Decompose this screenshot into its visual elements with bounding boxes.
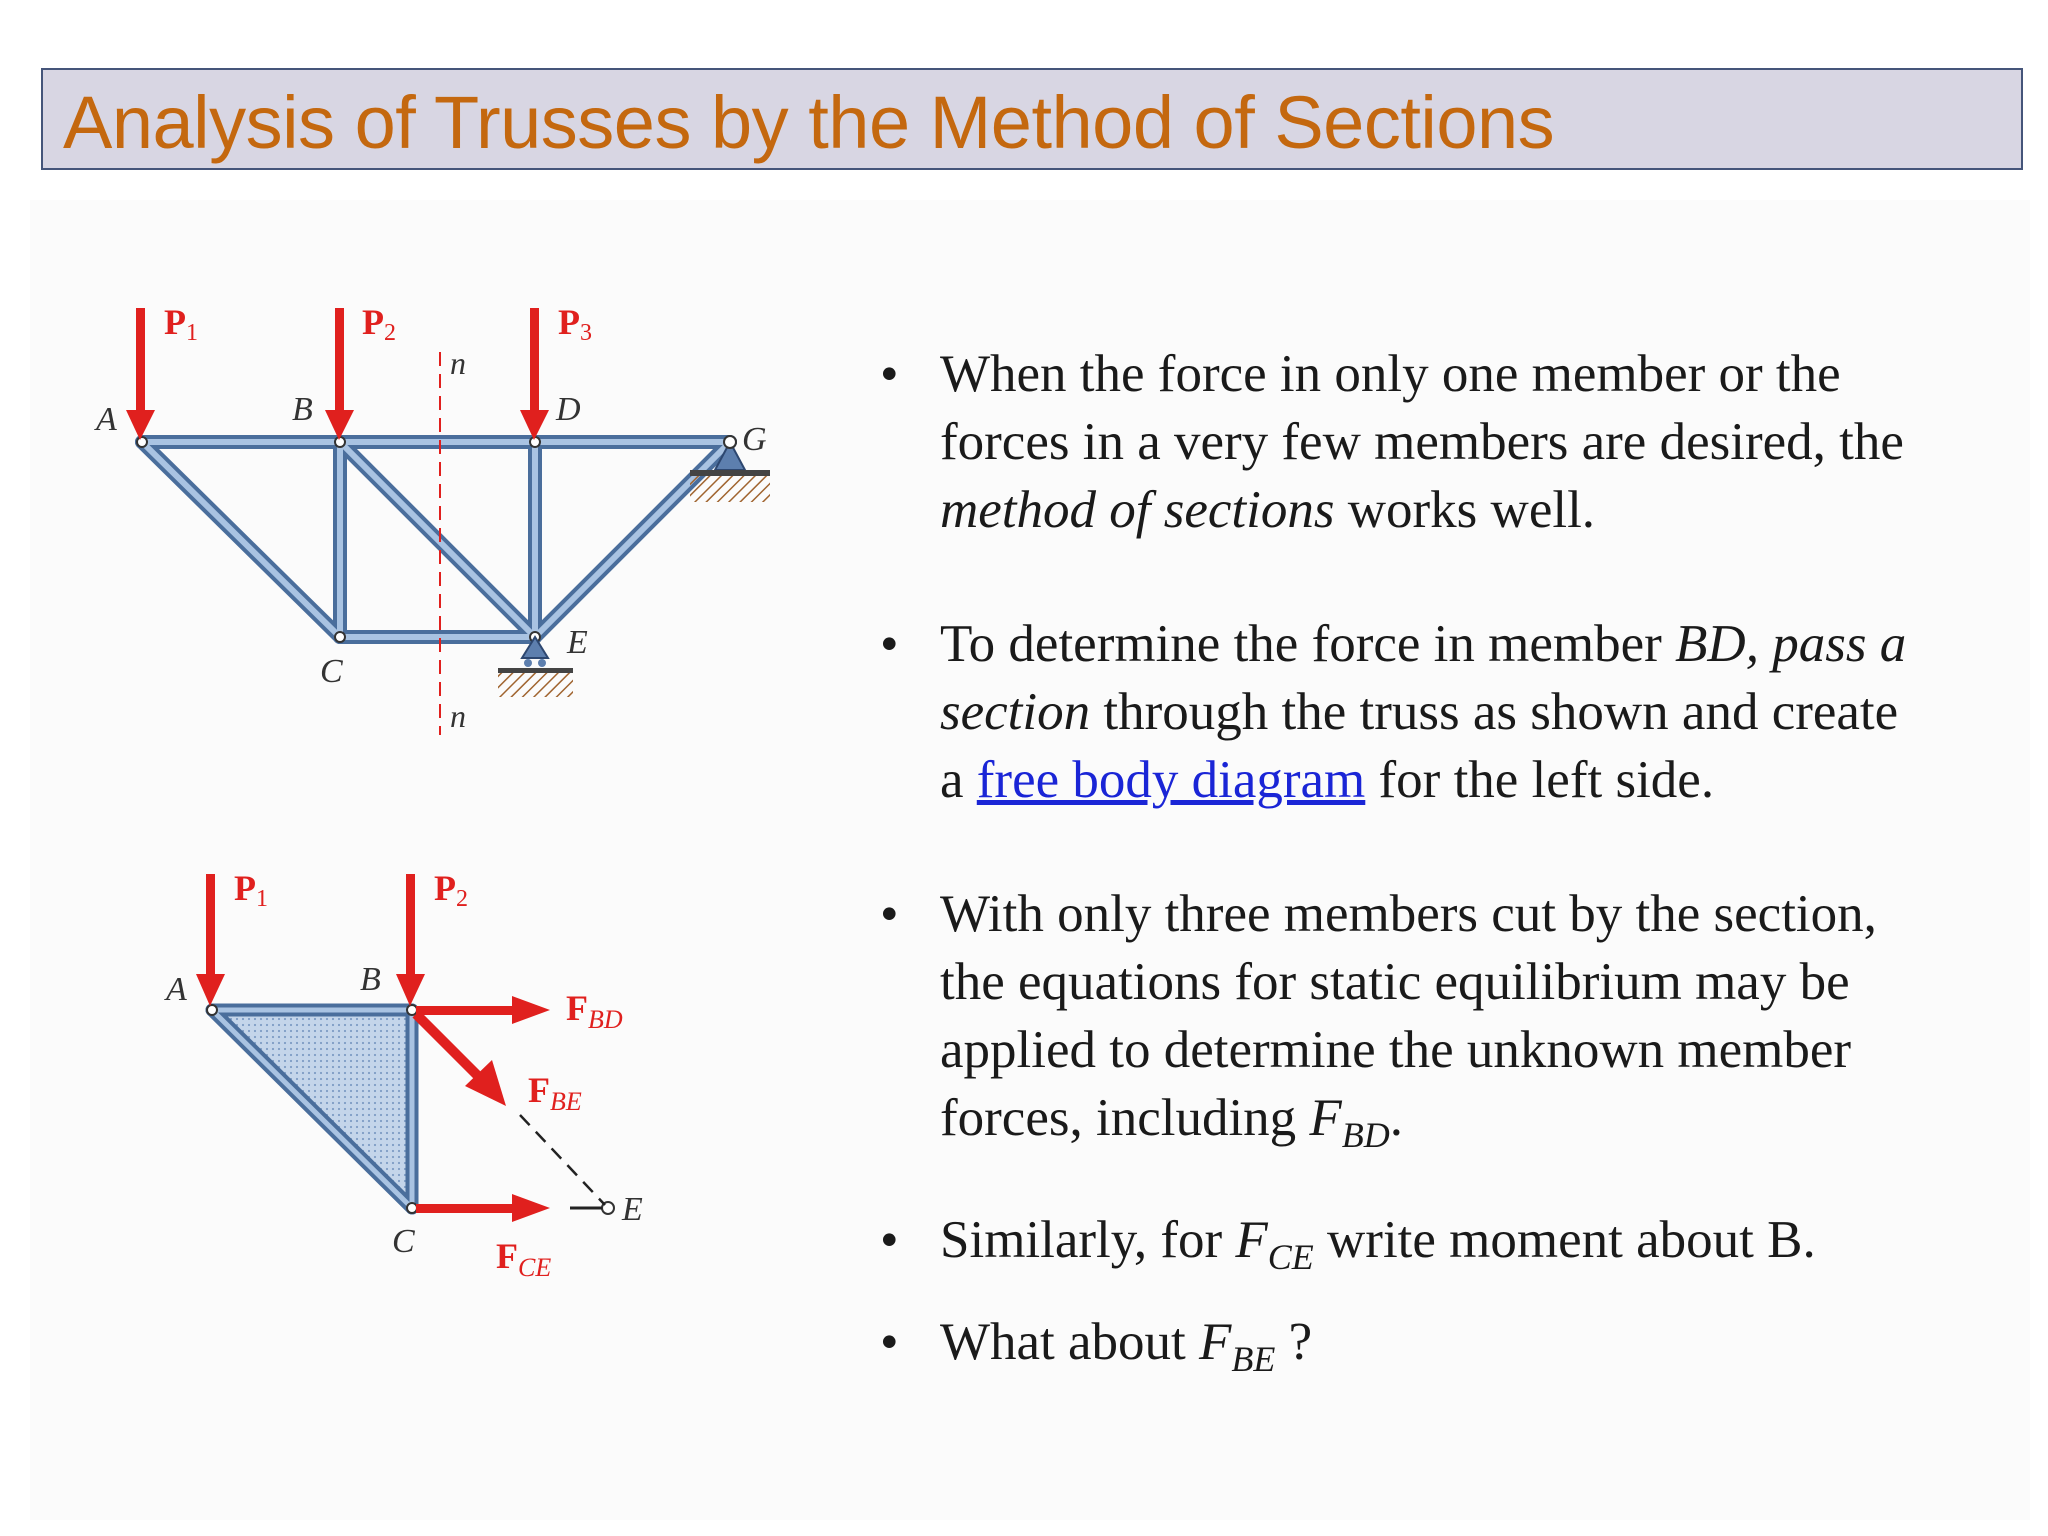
load-arrow-p3 xyxy=(520,308,549,440)
title-bar xyxy=(41,68,2023,170)
fbd-node-label-e: E xyxy=(622,1191,643,1228)
load-label-p3: P3 xyxy=(558,302,592,346)
bullet-line: applied to determine the unknown member xyxy=(940,1021,1852,1079)
fbd-node-label-b: B xyxy=(360,961,381,998)
node-label-d: D xyxy=(556,391,581,428)
node-label-a: A xyxy=(96,401,117,438)
load-arrow-p2 xyxy=(325,308,354,440)
bullet-line: the equations for static equilibrium may be xyxy=(940,953,1850,1011)
roller-support-icon xyxy=(498,637,573,697)
load-label-p2: P2 xyxy=(362,302,396,346)
bullet-line: What about $F_{BE}$ ? xyxy=(940,1313,1313,1379)
section-label-bottom: n xyxy=(450,698,466,734)
bullet-line: Similarly, for $F_{CE}$ write moment about B. xyxy=(940,1211,1816,1277)
bullet-line: method of sections works well. xyxy=(940,481,1596,539)
bullet-icon: • xyxy=(880,1313,899,1371)
bullet-icon: • xyxy=(880,345,899,403)
fbd-load-label-p1: P1 xyxy=(234,868,268,912)
force-label-fbe: $F_{BE}$ xyxy=(528,1070,582,1116)
force-arrow-fce xyxy=(416,1194,550,1222)
node-label-e: E xyxy=(567,624,588,661)
fbd-load-arrow-p2 xyxy=(396,874,425,1006)
fbd-load-label-p2: P2 xyxy=(434,868,468,912)
section-label-top: n xyxy=(450,345,466,381)
free-body-diagram-link[interactable]: free body diagram xyxy=(976,751,1366,809)
bullet-line: To determine the force in member BD, pass a xyxy=(940,615,1907,673)
dashed-line-to-e xyxy=(520,1115,605,1205)
fbd-node-label-c: C xyxy=(392,1223,415,1260)
load-arrow-p1 xyxy=(126,308,155,440)
bullet-line: forces, including $F_{BD}$. xyxy=(940,1089,1404,1155)
fbd-load-arrow-p1 xyxy=(196,874,225,1006)
force-label-fbd: $F_{BD}$ xyxy=(566,988,623,1034)
bullet-line: section through the truss as shown and create xyxy=(940,683,1899,741)
bullet-line: forces in a very few members are desired, the xyxy=(940,413,1904,471)
node-label-c: C xyxy=(320,653,343,690)
node-label-b: B xyxy=(292,391,313,428)
bullet-icon: • xyxy=(880,885,899,943)
bullet-icon: • xyxy=(880,615,899,673)
truss-members xyxy=(142,442,730,637)
page-title: Analysis of Trusses by the Method of Sections xyxy=(63,81,1555,164)
bullet-line: a free body diagram for the left side. xyxy=(940,751,1715,809)
force-arrow-fbe xyxy=(416,1014,506,1106)
force-arrow-fbd xyxy=(416,996,550,1024)
free-body-diagram-figure xyxy=(150,860,690,1300)
force-label-fce: $F_{CE}$ xyxy=(496,1236,552,1282)
load-label-p1: P1 xyxy=(164,302,198,346)
bullet-line: With only three members cut by the section, xyxy=(940,885,1877,943)
bullet-line: When the force in only one member or the xyxy=(940,345,1841,403)
bullet-icon: • xyxy=(880,1211,899,1269)
fbd-node-label-a: A xyxy=(166,971,187,1008)
truss-figure xyxy=(80,290,800,760)
node-label-g: G xyxy=(742,421,767,458)
